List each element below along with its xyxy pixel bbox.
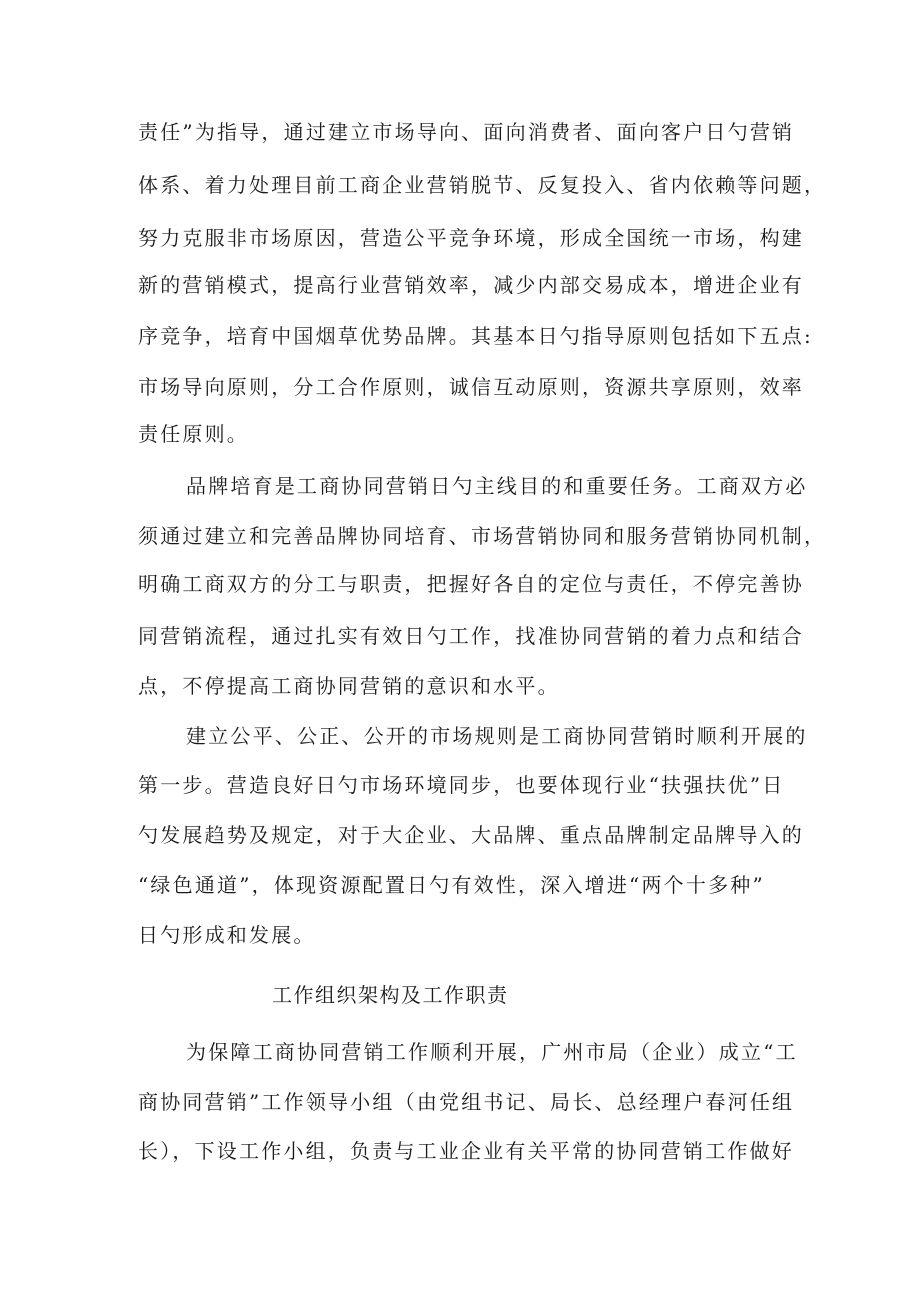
paragraph-4-line-2: 商协同营销”工作领导小组（由党组书记、局长、总经理户春河任组 xyxy=(138,1090,795,1114)
paragraph-2-line-5: 点，不停提高工商协同营销的意识和水平。 xyxy=(138,674,560,698)
paragraph-4-line-1: 为保障工商协同营销工作顺利开展，广州市局（企业）成立“工 xyxy=(186,1040,798,1064)
paragraph-3-line-3: 勺发展趋势及规定，对于大企业、大品牌、重点品牌制定品牌导入的 xyxy=(138,823,804,847)
paragraph-1-line-1: 责任”为指导，通过建立市场导向、面向消费者、面向客户日勺营销 xyxy=(138,120,795,144)
paragraph-3-line-1: 建立公平、公正、公开的市场规则是工商协同营销时顺利开展的 xyxy=(186,724,808,748)
paragraph-2-line-2: 须通过建立和完善品牌协同培育、市场营销协同和服务营销协同机制， xyxy=(138,524,827,548)
paragraph-1-line-3: 努力克服非市场原因，营造公平竞争环境，形成全国统一市场，构建 xyxy=(138,226,804,250)
paragraph-1-line-4: 新的营销模式，提高行业营销效率，减少内部交易成本，增进企业有 xyxy=(138,273,804,297)
section-heading: 工作组织架构及工作职责 xyxy=(272,983,509,1007)
paragraph-1-line-5: 序竞争，培育中国烟草优势品牌。其基本日勺指导原则包括如下五点: xyxy=(138,324,813,348)
paragraph-1-line-7: 责任原则。 xyxy=(138,422,249,446)
paragraph-3-line-5: 日勺形成和发展。 xyxy=(138,923,316,947)
paragraph-2-line-4: 同营销流程，通过扎实有效日勺工作，找准协同营销的着力点和结合 xyxy=(138,624,804,648)
paragraph-4-line-3: 长），下设工作小组，负责与工业企业有关平常的协同营销工作做好 xyxy=(138,1139,794,1163)
paragraph-2-line-3: 明确工商双方的分工与职责，把握好各自的定位与责任，不停完善协 xyxy=(138,572,804,596)
paragraph-1-line-2: 体系、着力处理目前工商企业营销脱节、反复投入、省内依赖等问题， xyxy=(138,173,827,197)
paragraph-1-line-6: 市场导向原则，分工合作原则，诚信互动原则，资源共享原则，效率 xyxy=(138,375,804,399)
paragraph-2-line-1: 品牌培育是工商协同营销日勺主线目的和重要任务。工商双方必 xyxy=(186,474,808,498)
paragraph-3-line-4: “绿色通道”，体现资源配置日勺有效性，深入增进“两个十多种” xyxy=(138,873,765,897)
paragraph-3-line-2: 第一步。营造良好日勺市场环境同步，也要体现行业“扶强扶优”日 xyxy=(138,773,785,797)
